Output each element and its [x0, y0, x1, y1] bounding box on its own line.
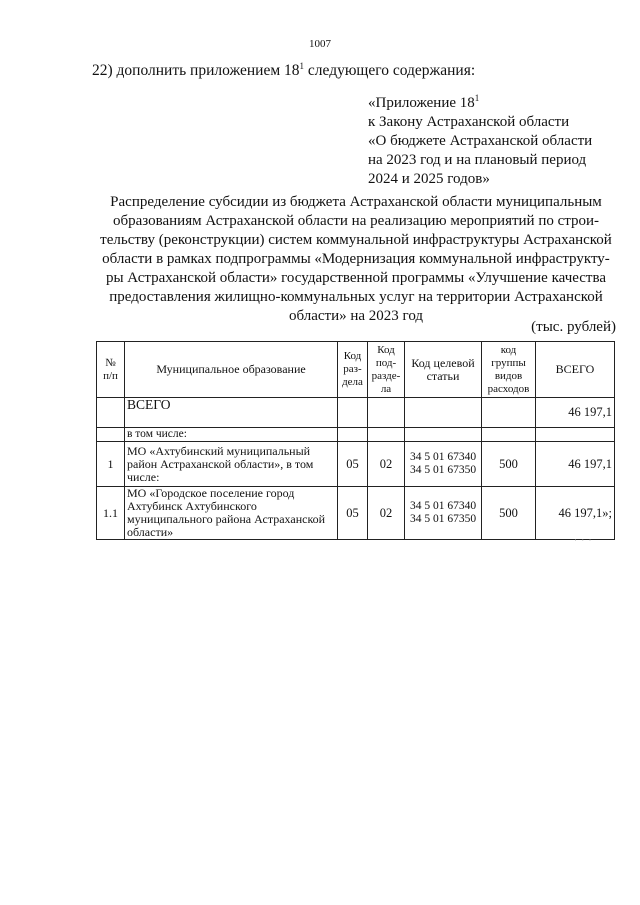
- cell-article: [405, 398, 482, 428]
- cell-num: [97, 398, 125, 428]
- header-num: № п/п: [97, 342, 125, 398]
- appendix-line-2: к Закону Астраханской области: [368, 114, 570, 130]
- appendix-reference: [368, 94, 592, 189]
- scan-mark: · · ·: [574, 535, 593, 545]
- cell-total: 46 197,1: [536, 442, 615, 487]
- table-row: [97, 487, 615, 540]
- table-row-including: [97, 428, 615, 442]
- heading-line: Распределение субсидии из бюджета Астраханской области муниципальным: [110, 194, 602, 210]
- cell-section: [338, 428, 368, 442]
- cell-total-label: ВСЕГО: [125, 398, 338, 428]
- appendix-line-5: 2024 и 2025 годов»: [368, 171, 490, 187]
- heading-line: тельству (реконструкции) систем коммунальной инфраструктуры Астраханской: [100, 232, 612, 248]
- heading-line: области в рамках подпрограммы «Модернизация коммунальной инфраструкту-: [102, 251, 610, 267]
- article-code: 34 5 01 67340: [409, 500, 477, 512]
- appendix-line-1: [368, 94, 592, 113]
- cell-section: 05: [338, 442, 368, 487]
- cell-section: [338, 398, 368, 428]
- header-municipality: Муниципальное образование: [125, 342, 338, 398]
- heading-line: области» на 2023 год: [288, 308, 424, 324]
- appendix-line-3: «О бюджете Астраханской области: [368, 133, 593, 149]
- table-row-total: [97, 398, 615, 428]
- intro-line: [92, 62, 475, 80]
- cell-expense-group: [482, 398, 536, 428]
- appendix-line-4: на 2023 год и на плановый период: [368, 152, 587, 168]
- units-label: (тыс. рублей): [531, 319, 616, 335]
- cell-total: 46 197,1»;: [536, 487, 615, 540]
- header-section: Код раз- дела: [338, 342, 368, 398]
- cell-expense-group: 500: [482, 442, 536, 487]
- heading-line: ры Астраханской области» государственной программы «Улучшение качества: [105, 270, 607, 286]
- cell-expense-group: 500: [482, 487, 536, 540]
- cell-num: 1: [97, 442, 125, 487]
- table-row: [97, 442, 615, 487]
- header-total: ВСЕГО: [536, 342, 615, 398]
- cell-subsection: 02: [368, 442, 405, 487]
- table-header-row: [97, 342, 615, 398]
- cell-subsection: [368, 398, 405, 428]
- table-heading: [100, 193, 612, 326]
- cell-expense-group: [482, 428, 536, 442]
- cell-article: [405, 487, 482, 540]
- appendix-superscript: 1: [474, 93, 480, 103]
- cell-total-value: 46 197,1: [536, 398, 615, 428]
- cell-section: 05: [338, 487, 368, 540]
- cell-municipality: МО «Ахтубинский муниципальный район Астраханской области», в том числе:: [125, 442, 338, 487]
- intro-text-before: 22) дополнить приложением 18: [92, 62, 300, 79]
- subsidy-table: [96, 341, 615, 540]
- article-code: 34 5 01 67340: [409, 451, 477, 463]
- appendix-title: «Приложение 18: [368, 95, 475, 111]
- cell-including-label: в том числе:: [125, 428, 338, 442]
- heading-line: предоставления жилищно-коммунальных услуг на территории Астраханской: [109, 289, 603, 305]
- intro-text-after: следующего содержания:: [304, 62, 476, 79]
- cell-total: [536, 428, 615, 442]
- article-code: 34 5 01 67350: [409, 513, 477, 525]
- header-article: Код целевой статьи: [405, 342, 482, 398]
- article-code: 34 5 01 67350: [409, 464, 477, 476]
- heading-line: образованиям Астраханской области на реализацию мероприятий по строи-: [112, 213, 600, 229]
- intro-superscript: 1: [299, 61, 305, 71]
- header-subsection: Код под- разде- ла: [368, 342, 405, 398]
- cell-municipality: МО «Городское поселение город Ахтубинск Ахтубинского муниципального района Астраханской области»: [125, 487, 338, 540]
- cell-article: [405, 428, 482, 442]
- cell-subsection: [368, 428, 405, 442]
- cell-subsection: 02: [368, 487, 405, 540]
- cell-num: [97, 428, 125, 442]
- cell-article: [405, 442, 482, 487]
- cell-num: 1.1: [97, 487, 125, 540]
- page-number: 1007: [309, 38, 331, 50]
- header-expense-group: код группы видов расходов: [482, 342, 536, 398]
